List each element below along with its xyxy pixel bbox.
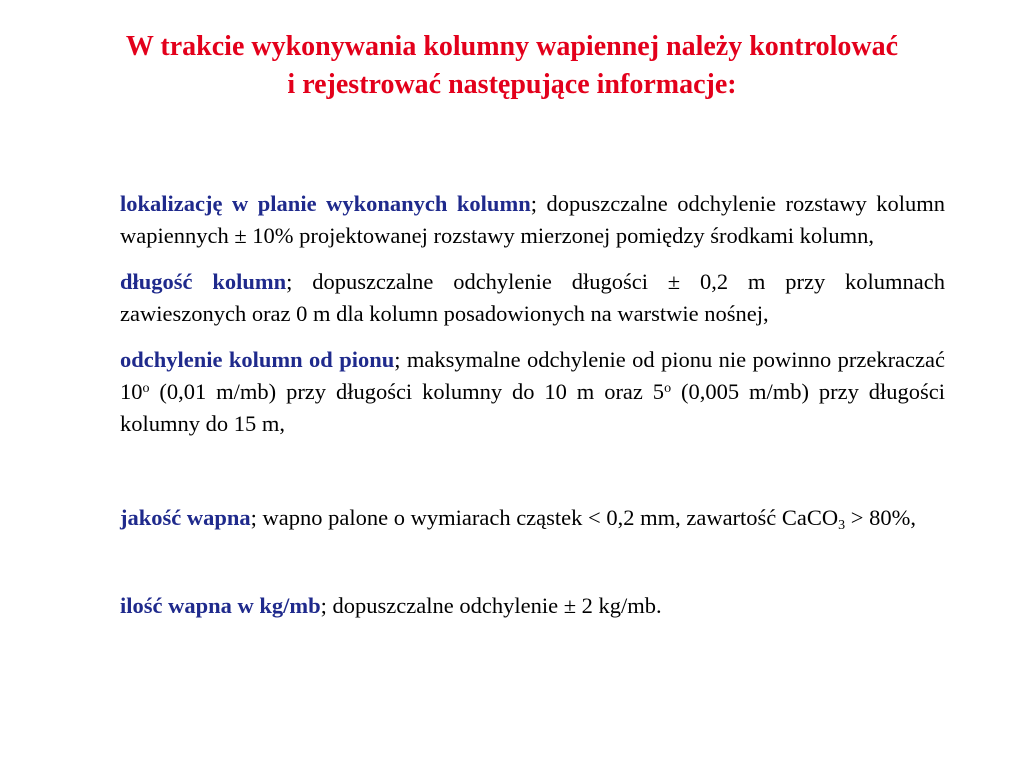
requirement-lime-quality xyxy=(120,502,945,534)
requirement-text: ; dopuszczalne odchylenie ± 2 kg/mb. xyxy=(320,593,662,618)
requirement-keyword: jakość wapna xyxy=(120,505,251,530)
requirement-column-location xyxy=(120,188,945,252)
degree-superscript: o xyxy=(664,381,672,396)
requirement-lime-amount xyxy=(120,590,945,622)
requirement-vertical-deviation xyxy=(120,344,945,440)
requirements-list xyxy=(120,188,945,622)
requirement-text: ; dopuszczalne odchylenie rozstawy kolumn wapiennych ± 10% projektowanej rozstawy mierzonej pomiędzy środkami kolumn, xyxy=(120,191,945,248)
requirement-text: ; dopuszczalne odchylenie długości ± 0,2 m przy kolumnach zawieszonych oraz 0 m dla kolumn posadowionych na warstwie nośnej, xyxy=(120,269,945,326)
requirement-keyword: długość kolumn xyxy=(120,269,287,294)
requirement-text: ; maksymalne odchylenie od pionu nie powinno przekraczać 10 xyxy=(120,347,945,404)
slide-title-line-1: W trakcie wykonywania kolumny wapiennej należy kontrolować xyxy=(125,31,899,62)
requirement-text: ; wapno palone o wymiarach cząstek < 0,2 mm, zawartość CaCO xyxy=(250,505,839,530)
requirement-keyword: odchylenie kolumn od pionu xyxy=(120,347,395,372)
formula-subscript: 3 xyxy=(838,518,846,533)
requirement-keyword: lokalizację w planie wykonanych kolumn xyxy=(120,191,531,216)
requirement-text: (0,005 m/mb) przy długości kolumny do 15 m, xyxy=(120,379,945,436)
requirement-keyword: ilość wapna w kg/mb xyxy=(120,593,321,618)
requirement-text: > 80%, xyxy=(845,505,916,530)
requirement-column-length xyxy=(120,266,945,330)
degree-superscript: o xyxy=(142,381,150,396)
slide-title xyxy=(20,28,1004,104)
slide-title-line-2: i rejestrować następujące informacje: xyxy=(287,69,737,100)
requirement-text: (0,01 m/mb) przy długości kolumny do 10 m oraz 5 xyxy=(149,379,665,404)
